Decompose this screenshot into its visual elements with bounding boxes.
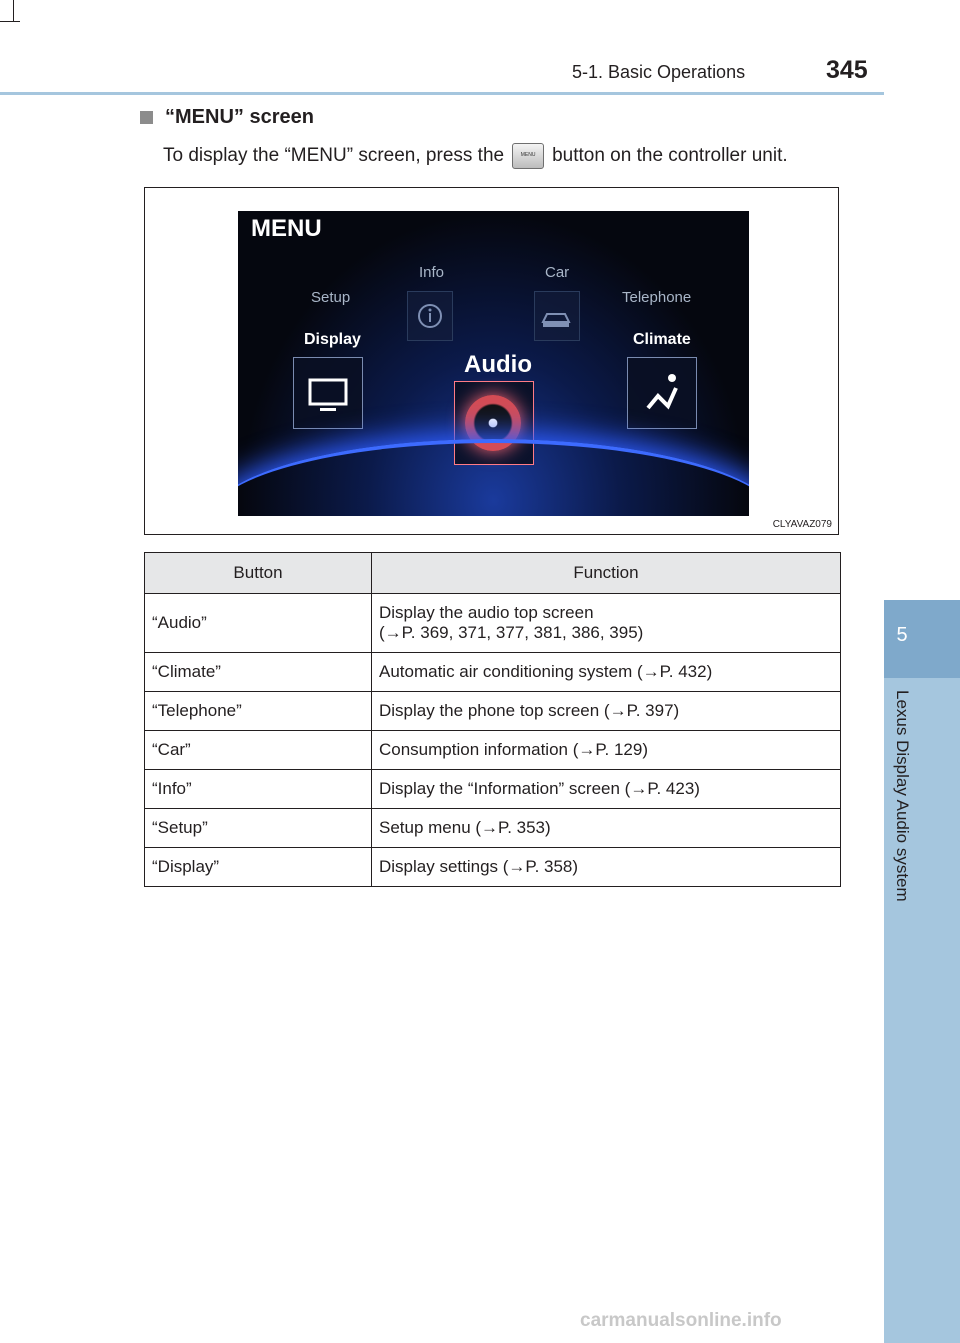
cell-function: Display the phone top screen (→P. 397) [372, 692, 841, 731]
screen-label-setup: Setup [311, 289, 351, 306]
header-button: Button [145, 553, 372, 594]
cell-function: Setup menu (→P. 353) [372, 809, 841, 848]
table-row [145, 594, 841, 653]
screen-tile-label-climate: Climate [633, 331, 691, 348]
cell-button: “Climate” [145, 653, 372, 692]
chapter-title [884, 690, 920, 930]
display-tile [293, 357, 363, 429]
table-row [145, 692, 841, 731]
table-header-row [145, 553, 841, 594]
cell-function: Display settings (→P. 358) [372, 848, 841, 887]
screen-title: MENU [251, 215, 322, 242]
table-row [145, 809, 841, 848]
side-tab-blank [884, 0, 960, 600]
cell-function: Display the “Information” screen (→P. 423) [372, 770, 841, 809]
chapter-number: 5 [896, 624, 908, 646]
cell-button: “Audio” [145, 594, 372, 653]
screen-tile-label-audio: Audio [464, 351, 532, 378]
info-icon [407, 291, 453, 341]
car-icon [534, 291, 580, 341]
section-heading [140, 106, 314, 129]
intro-text-after: button on the controller unit. [552, 145, 788, 166]
intro-paragraph [163, 143, 788, 169]
menu-screen-figure [144, 187, 839, 535]
button-function-table [144, 552, 841, 887]
watermark: carmanualsonline.info [580, 1310, 782, 1331]
page-number: 345 [826, 56, 868, 84]
cell-function-line: Display the audio top screen [379, 603, 594, 622]
cell-function-line: (→P. 369, 371, 377, 381, 386, 395) [379, 623, 644, 642]
table-row [145, 653, 841, 692]
screen-label-car: Car [545, 264, 570, 281]
header-section-title: 5-1. Basic Operations [572, 62, 746, 82]
screen-label-info: Info [419, 264, 445, 281]
table-row [145, 848, 841, 887]
climate-tile [627, 357, 697, 429]
section-heading-text: “MENU” screen [165, 106, 314, 128]
screen-glow-arc [238, 439, 749, 516]
chapter-title-text: Lexus Display Audio system [893, 690, 912, 902]
cell-button: “Display” [145, 848, 372, 887]
cell-button: “Telephone” [145, 692, 372, 731]
menu-screen-image [238, 211, 749, 516]
table-row [145, 731, 841, 770]
menu-button-icon [512, 143, 544, 169]
header-function: Function [372, 553, 841, 594]
cell-function [372, 594, 841, 653]
cell-button: “Setup” [145, 809, 372, 848]
screen-tile-label-display: Display [304, 331, 361, 348]
header-divider [0, 92, 884, 95]
figure-caption: CLYAVAZ079 [772, 519, 832, 530]
cell-function: Automatic air conditioning system (→P. 432) [372, 653, 841, 692]
intro-text-before: To display the “MENU” screen, press the [163, 145, 505, 166]
screen-label-telephone: Telephone [622, 289, 692, 306]
square-bullet-icon [140, 111, 153, 124]
cell-button: “Car” [145, 731, 372, 770]
cell-button: “Info” [145, 770, 372, 809]
crop-mark [0, 21, 20, 22]
crop-mark [13, 0, 14, 22]
table-row [145, 770, 841, 809]
cell-function: Consumption information (→P. 129) [372, 731, 841, 770]
